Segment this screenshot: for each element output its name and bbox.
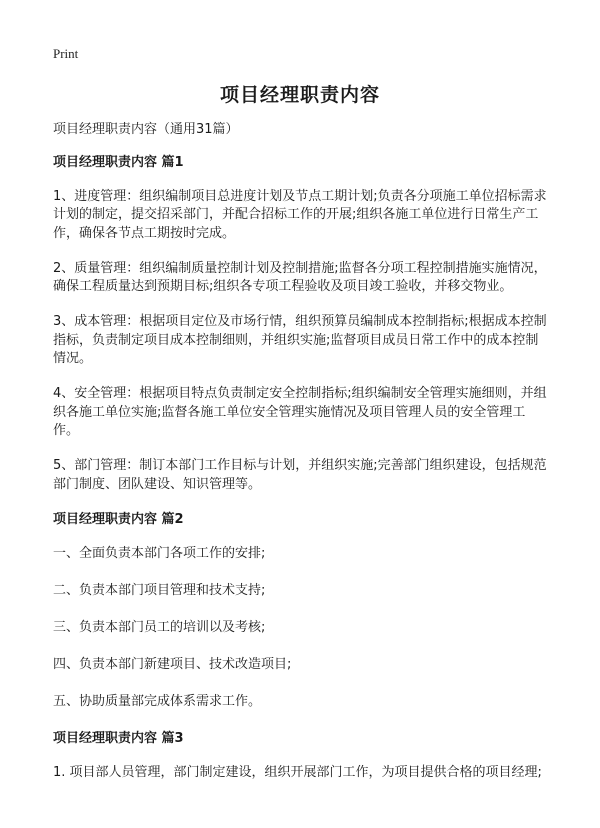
document-content bbox=[53, 121, 548, 782]
paragraph: 1. 项目部人员管理，部门制定建设，组织开展部门工作，为项目提供合格的项目经理; bbox=[53, 764, 542, 780]
section-1 bbox=[53, 154, 548, 494]
list-item: 四、负责本部门新建项目、技术改造项目; bbox=[53, 656, 292, 672]
list-item: 一、全面负责本部门各项工作的安排; bbox=[53, 545, 266, 561]
list-item: 三、负责本部门员工的培训以及考核; bbox=[53, 619, 266, 635]
section-heading: 项目经理职责内容 篇1 bbox=[53, 155, 184, 170]
paragraph: 1、进度管理：组织编制项目总进度计划及节点工期计划;负责各分项施工单位招标需求计划的制定，提交招采部门，并配合招标工作的开展;组织各施工单位进行日常生产工作，确保各节点工期按时完成。 bbox=[53, 189, 547, 241]
document-subtitle: 项目经理职责内容（通用31篇） bbox=[53, 122, 239, 137]
paragraph: 3、成本管理：根据项目定位及市场行情，组织预算员编制成本控制指标;根据成本控制指标，负责制定项目成本控制细则，并组织实施;监督项目成员日常工作中的成本控制情况。 bbox=[53, 314, 547, 367]
section-2 bbox=[53, 511, 548, 711]
section-heading: 项目经理职责内容 篇3 bbox=[53, 730, 184, 746]
list-item: 二、负责本部门项目管理和技术支持; bbox=[53, 582, 266, 598]
paragraph: 2、质量管理：组织编制质量控制计划及控制措施;监督各分项工程控制措施实施情况，确保工程质量达到预期目标;组织各专项工程验收及项目竣工验收，并移交物业。 bbox=[53, 260, 547, 295]
print-label: Print bbox=[53, 46, 79, 61]
page-title: 项目经理职责内容 bbox=[219, 84, 380, 106]
section-heading: 项目经理职责内容 篇2 bbox=[53, 511, 184, 527]
paragraph: 5、部门管理：制订本部门工作目标与计划，并组织实施;完善部门组织建设，包括规范部门制度、团队建设、知识管理等。 bbox=[53, 458, 547, 492]
paragraph: 4、安全管理：根据项目特点负责制定安全控制指标;组织编制安全管理实施细则，并组织各施工单位实施;监督各施工单位安全管理实施情况及项目管理人员的安全管理工作。 bbox=[53, 386, 547, 438]
list-item: 五、协助质量部完成体系需求工作。 bbox=[53, 693, 262, 709]
section-3 bbox=[53, 730, 548, 782]
